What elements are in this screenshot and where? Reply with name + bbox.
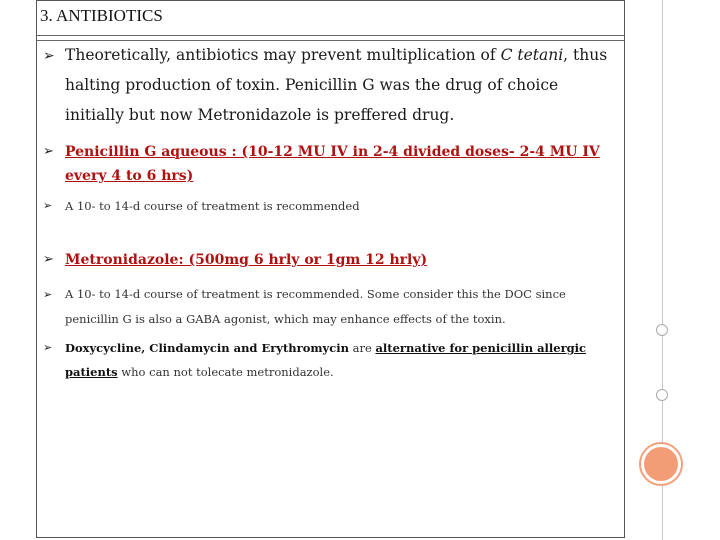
bullet-bold-text: Doxycycline, Clindamycin and Erythromycin	[65, 341, 349, 355]
bullet-text: Penicillin G aqueous : (10-12 MU IV in 2-4 divided doses- 2-4 MU IV every 4 to 6 hrs)	[65, 144, 600, 184]
bullet-text: A 10- to 14-d course of treatment is recommended. Some consider this the DOC since penicillin G is also a GABA agonist, which may enhance effects of the toxin.	[65, 287, 566, 326]
bullet-item	[43, 40, 613, 130]
slide-title: 3. ANTIBIOTICS	[40, 6, 163, 25]
arrow-bullet-icon: ➢	[43, 199, 53, 212]
arrow-bullet-icon: ➢	[43, 48, 55, 64]
bullet-text: , thus halting production of toxin. Penicillin G was the drug of choice initially but now Metronidazole is preffered drug.	[65, 46, 608, 124]
bullet-item	[43, 282, 613, 332]
bullet-item	[43, 196, 613, 216]
bullet-text: A 10- to 14-d course of treatment is recommended	[65, 199, 360, 213]
arrow-bullet-icon: ➢	[43, 252, 54, 267]
bullet-item	[43, 336, 613, 384]
decorative-circle	[656, 389, 668, 401]
bullet-text: Theoretically, antibiotics may prevent multiplication of	[65, 46, 501, 64]
bullet-text: are	[348, 341, 376, 355]
decorative-circle	[656, 324, 668, 336]
arrow-bullet-icon: ➢	[43, 341, 53, 354]
arrow-bullet-icon: ➢	[43, 144, 54, 159]
title-divider	[37, 35, 624, 36]
arrow-bullet-icon: ➢	[43, 288, 53, 301]
bullet-text: Metronidazole: (500mg 6 hrly or 1gm 12 hrly)	[65, 252, 428, 268]
bullet-bold-underline-text: alternative for penicillin allergic patients	[65, 341, 587, 379]
bullet-text: who can not tolecate metronidazole.	[117, 365, 334, 379]
bullet-item	[43, 140, 613, 188]
decorative-filled-circle	[644, 447, 678, 481]
bullet-list	[43, 40, 613, 384]
bullet-item	[43, 248, 613, 272]
bullet-italic: C tetani	[500, 46, 564, 64]
